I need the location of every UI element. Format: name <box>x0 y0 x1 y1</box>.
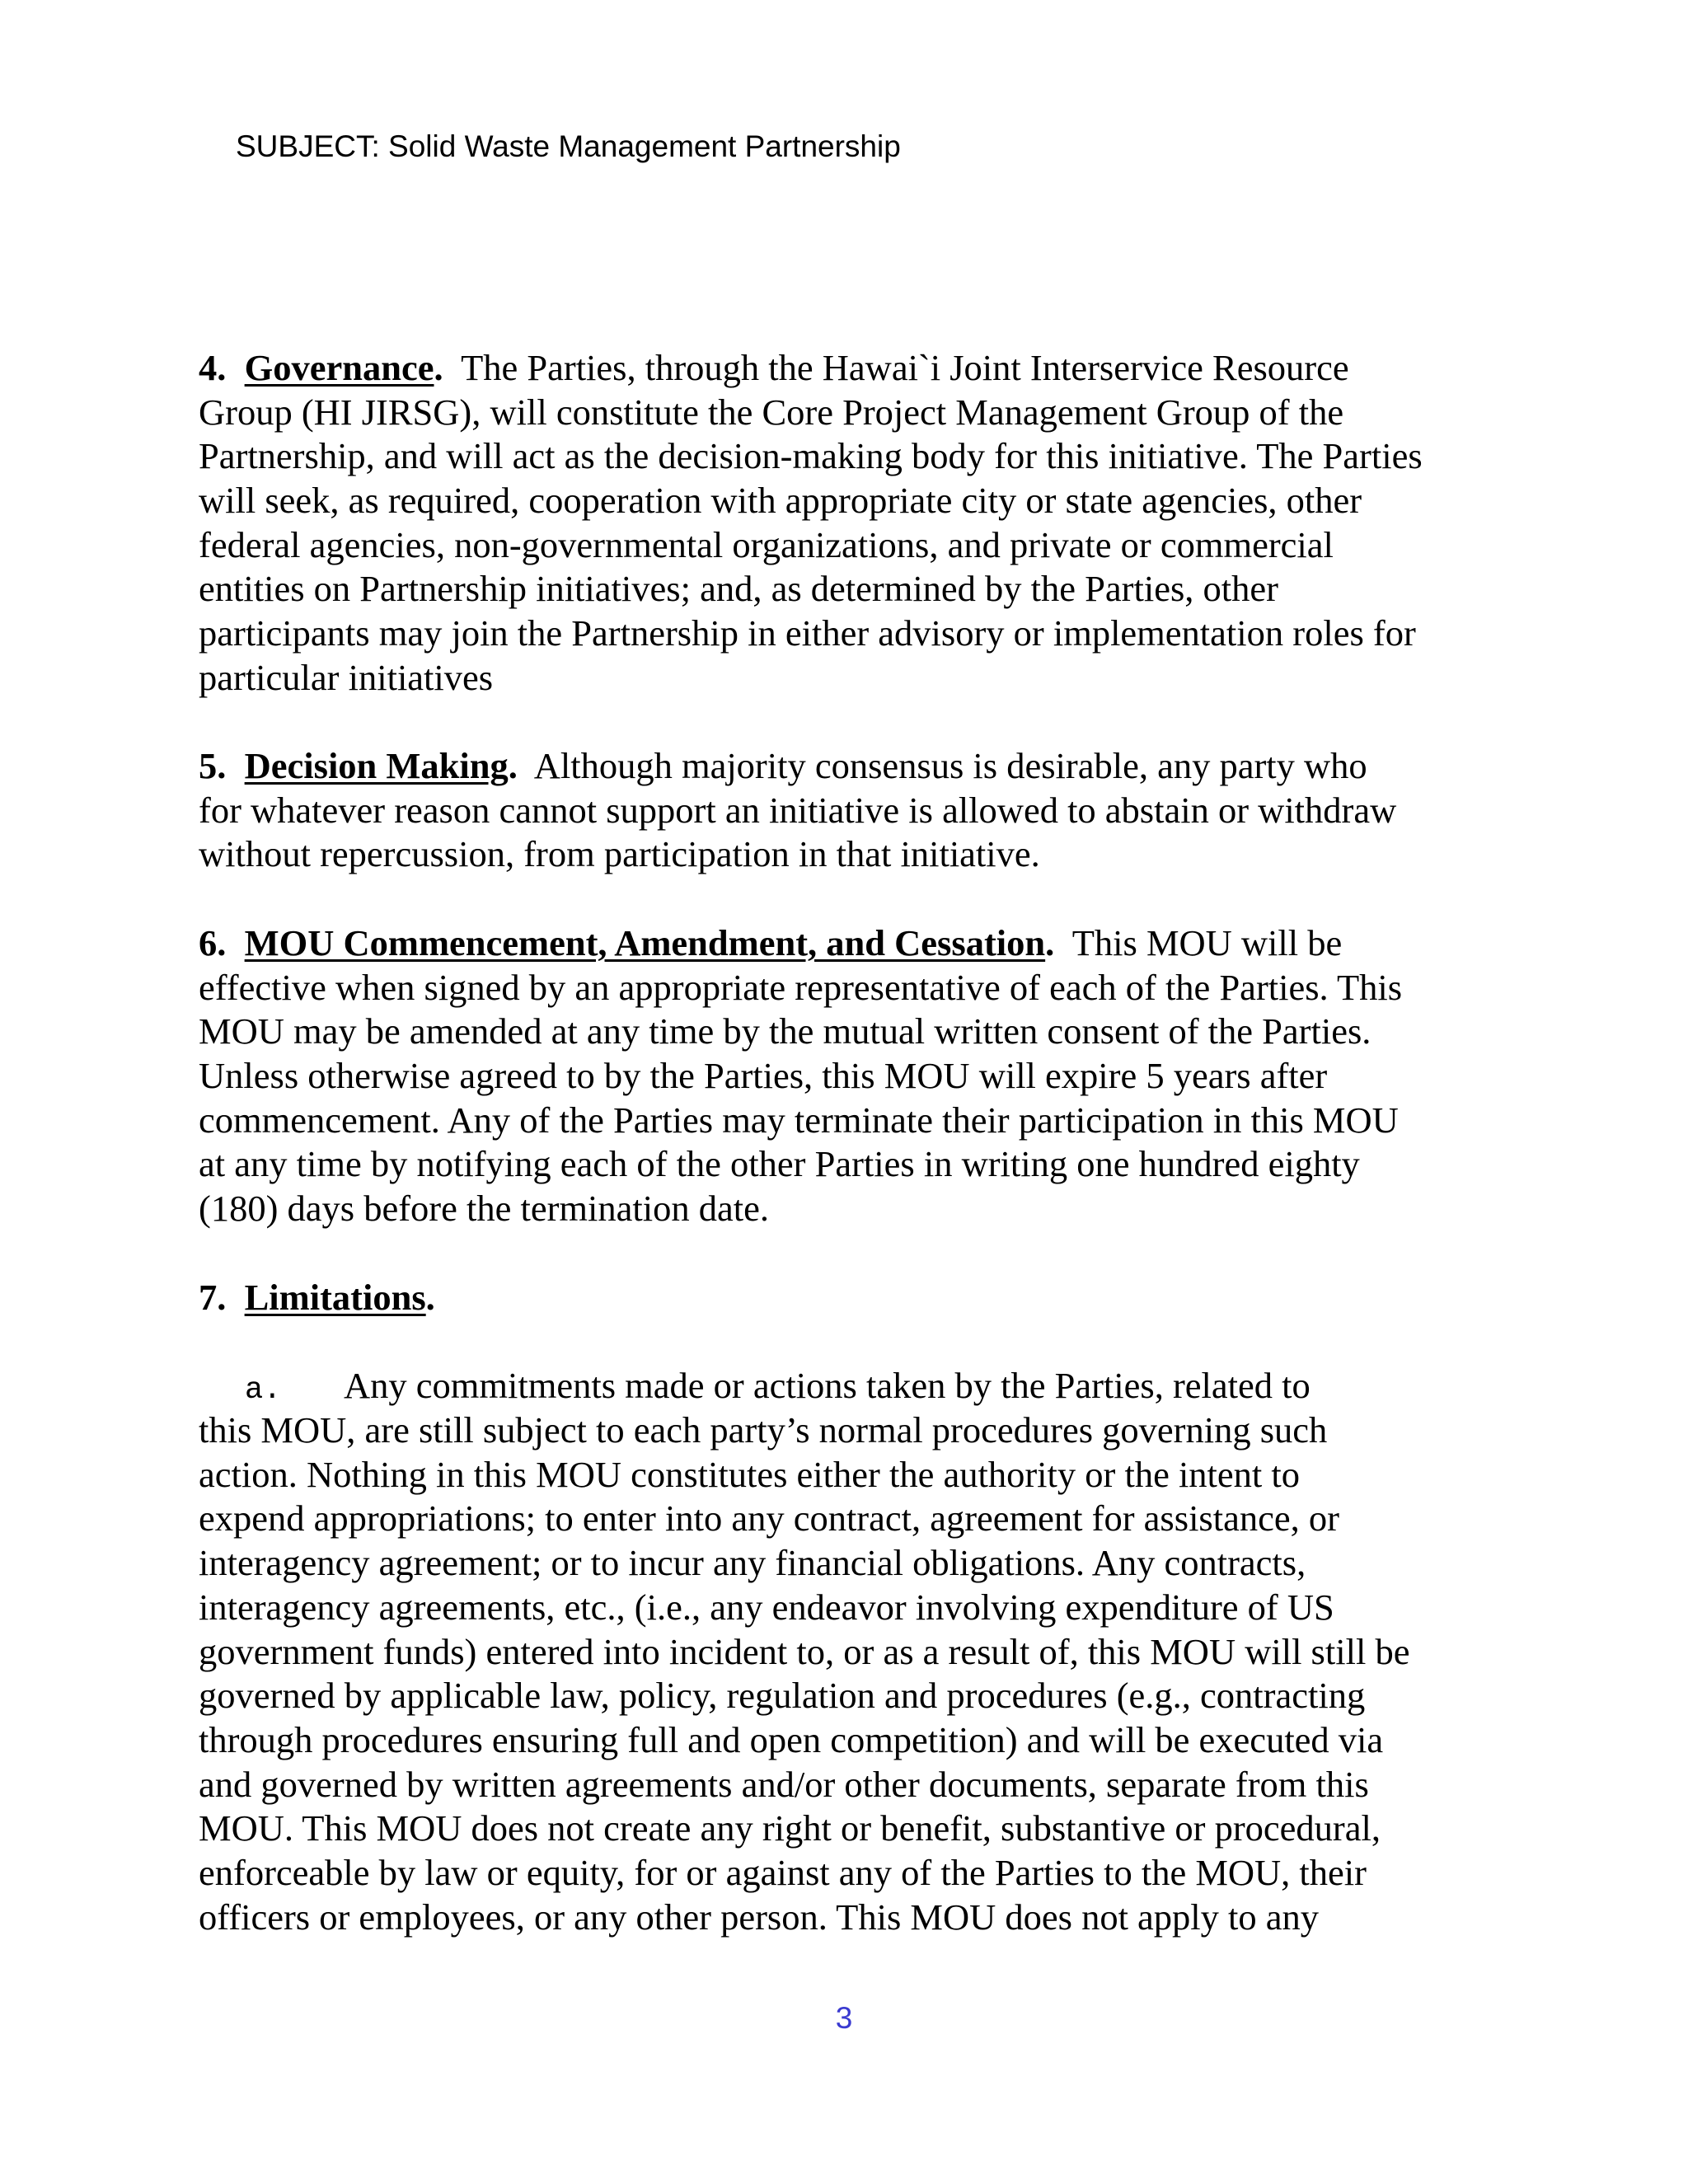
section-text-line: This MOU will be <box>1054 922 1343 963</box>
section-decision-making: 5. Decision Making. Although majority consensus is desirable, any party who for whatever reason cannot support an initiative is allowed to abstain or withdraw without repercussion, from participation in that initiative. <box>199 744 1509 877</box>
section-text-line: action. Nothing in this MOU constitutes either the authority or the intent to <box>199 1453 1301 1495</box>
section-text-line: particular initiatives <box>199 656 494 698</box>
section-governance: 4. Governance. The Parties, through the Hawai`i Joint Interservice Resource Group (HI JIRSG), will constitute the Core Project Management Group of the Partnership, and will act as the decision-making body for this initiative. The Parties will seek, as required, cooperation with appropriate city or state agencies, other federal agencies, non-governmental organizations, and private or commercial entities on Partnership initiatives; and, as determined by the Parties, other participants may join the Partnership in either advisory or implementation roles for particular initiatives <box>199 346 1509 701</box>
section-text-line: MOU. This MOU does not create any right or benefit, substantive or procedural, <box>199 1807 1381 1849</box>
section-text-line: effective when signed by an appropriate representative of each of the Parties. This <box>199 966 1403 1008</box>
section-text-line: government funds) entered into incident to, or as a result of, this MOU will still be <box>199 1630 1410 1672</box>
section-text-line: governed by applicable law, policy, regulation and procedures (e.g., contracting <box>199 1675 1366 1717</box>
section-text-line: for whatever reason cannot support an initiative is allowed to abstain or withdraw <box>199 789 1397 831</box>
section-text-line: participants may join the Partnership in either advisory or implementation roles for <box>199 612 1416 654</box>
section-text-line: commencement. Any of the Parties may terminate their participation in this MOU <box>199 1099 1399 1141</box>
section-text-line: (180) days before the termination date. <box>199 1188 769 1230</box>
section-text-line: MOU may be amended at any time by the mutual written consent of the Parties. <box>199 1010 1372 1052</box>
section-text-line: this MOU, are still subject to each party’s normal procedures governing such <box>199 1409 1328 1451</box>
section-text-line: Any commitments made or actions taken by the Parties, related to <box>344 1365 1311 1407</box>
section-text-line: at any time by notifying each of the other Parties in writing one hundred eighty <box>199 1143 1360 1185</box>
section-text-line: entities on Partnership initiatives; and, as determined by the Parties, other <box>199 568 1278 610</box>
section-heading: Limitations <box>244 1277 426 1318</box>
section-heading: MOU Commencement, Amendment, and Cessation <box>244 922 1046 963</box>
section-number: 4. <box>199 347 227 388</box>
section-heading: Decision Making <box>244 745 509 786</box>
section-number: 7. <box>199 1277 227 1318</box>
section-text-line: through procedures ensuring full and open competition) and will be executed via <box>199 1718 1384 1760</box>
section-mou-commencement: 6. MOU Commencement, Amendment, and Cessation. This MOU will be effective when signed by an appropriate representative of each of the Parties. This MOU may be amended at any time by the mutual written consent of the Parties. Unless otherwise agreed to by the Parties, this MOU will expire 5 years after commencement. Any of the Parties may terminate their participation in this MOU at any time by notifying each of the other Parties in writing one hundred eighty (180) days before the termination date. <box>199 921 1509 1231</box>
section-text-line: The Parties, through the Hawai`i Joint Interservice Resource <box>443 347 1349 388</box>
section-number: 6. <box>199 922 227 963</box>
subsection-letter: a. <box>245 1373 282 1408</box>
section-number: 5. <box>199 745 227 786</box>
section-text-line: Partnership, and will act as the decision-making body for this initiative. The Parties <box>199 435 1423 477</box>
section-limitations: 7. Limitations. a. Any commitments made or actions taken by the Parties, related to this MOU, are still subject to each party’s normal procedures governing such action. Nothing in this MOU constitutes either the authority or the intent to expend appropriations; to enter into any contract, agreement for assistance, or interagency agreement; or to incur any financial obligations. Any contracts, interagency agreements, etc., (i.e., any endeavor involving expenditure of US government funds) entered into incident to, or as a result of, this MOU will still be governed by applicable law, policy, regulation and procedures (e.g., contracting through procedures ensuring full and open competition) and will be executed via and governed by written agreements and/or other documents, separate from this MOU. This MOU does not create any right or benefit, substantive or procedural, enforceable by law or equity, for or against any of the Parties to the MOU, their officers or employees, or any other person. This MOU does not apply to any <box>199 1276 1509 1939</box>
section-text-line: Unless otherwise agreed to by the Parties, this MOU will expire 5 years after <box>199 1055 1328 1097</box>
section-text-line: interagency agreements, etc., (i.e., any endeavor involving expenditure of US <box>199 1586 1334 1628</box>
section-text-line: interagency agreement; or to incur any financial obligations. Any contracts, <box>199 1542 1306 1584</box>
section-text-line: Although majority consensus is desirable, any party who <box>517 745 1367 786</box>
page-number: 3 <box>835 2001 853 2035</box>
section-text-line: will seek, as required, cooperation with appropriate city or state agencies, other <box>199 480 1362 522</box>
section-text-line: and governed by written agreements and/or other documents, separate from this <box>199 1763 1369 1805</box>
section-text-line: without repercussion, from participation in that initiative. <box>199 833 1040 875</box>
section-text-line: enforceable by law or equity, for or against any of the Parties to the MOU, their <box>199 1851 1367 1893</box>
section-text-line: federal agencies, non-governmental organizations, and private or commercial <box>199 523 1334 565</box>
section-heading: Governance <box>244 347 434 388</box>
subject-header: SUBJECT: Solid Waste Management Partnership <box>236 129 901 163</box>
section-text-line: officers or employees, or any other person. This MOU does not apply to any <box>199 1896 1320 1938</box>
section-text-line: Group (HI JIRSG), will constitute the Core Project Management Group of the <box>199 391 1344 433</box>
section-text-line: expend appropriations; to enter into any contract, agreement for assistance, or <box>199 1497 1339 1540</box>
